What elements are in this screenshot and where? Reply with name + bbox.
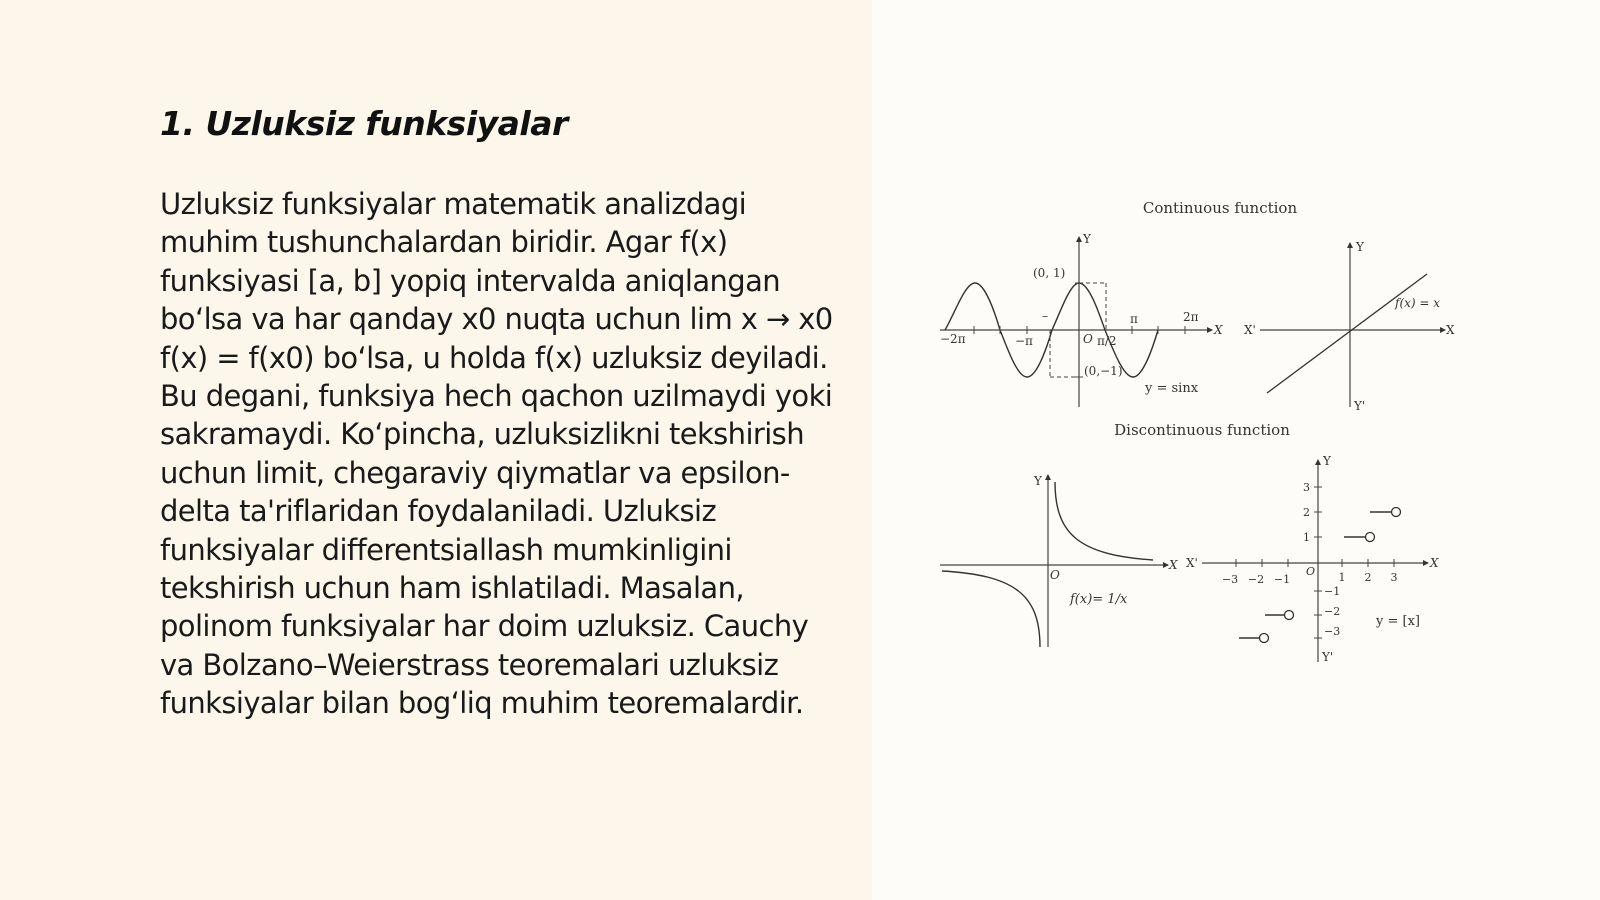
sine-caption: y = sinx: [1145, 381, 1199, 396]
floor-open-dot-m2: [1285, 611, 1294, 620]
function-graphs-svg: [940, 195, 1460, 675]
reciprocal-curve-negative: [942, 571, 1040, 647]
floor-x-tick-label: −3: [1221, 573, 1239, 586]
floor-x-tick-label: −2: [1247, 573, 1265, 586]
floor-axis-yp-label: Y': [1322, 650, 1334, 664]
floor-open-dot-1: [1366, 533, 1375, 542]
tick-mpi: −π: [1015, 334, 1033, 348]
sine-axis-x-label: X: [1214, 323, 1223, 337]
function-graphs-figure: [940, 195, 1460, 675]
continuous-title: Continuous function: [1142, 199, 1298, 217]
sine-axis-y-label: Y: [1083, 232, 1091, 246]
reciprocal-graph: [940, 474, 1178, 647]
slide-body-text: Uzluksiz funksiyalar matematik analizdagi muhim tushunchalardan biridir. Agar f(x) funksiyasi [a, b] yopiq intervalda aniqlangan bo‘lsa va har qanday x0 nuqta uchun lim x → x0 f(x) = f(x0) bo‘lsa, u holda f(x) uzluksiz deyiladi. Bu degani, funksiya hech qachon uzilmaydi yoki sakramaydi. Ko‘pincha, uzluksizlikni tekshirish uchun limit, chegaraviy qiymatlar va epsilon-delta ta'riflaridan foydalaniladi. Uzluksiz funksiyalar differentsiallash mumkinligini tekshirish uchun ham ishlatiladi. Masalan, polinom funksiyalar har doim uzluksiz. Cauchy va Bolzano–Weierstrass teoremalari uzluksiz funksiyalar bilan bog‘liq muhim teoremalardir.: [160, 187, 833, 721]
tick-2pi: 2π: [1183, 310, 1199, 324]
slide-title: 1. Uzluksiz funksiyalar: [160, 104, 568, 143]
reciprocal-curve-positive: [1055, 482, 1153, 560]
floor-y-tick-label: 3: [1303, 481, 1310, 494]
floor-y-tick-label: −2: [1324, 605, 1341, 618]
floor-caption: y = [x]: [1376, 614, 1420, 629]
linear-graph: [1244, 240, 1455, 413]
discontinuous-title: Discontinuous function: [1114, 421, 1290, 439]
floor-open-dot-2: [1392, 508, 1401, 517]
reciprocal-axis-x-label: X: [1169, 558, 1178, 572]
floor-x-tick-label: 1: [1338, 571, 1346, 584]
linear-axis-y-label: Y: [1356, 240, 1364, 254]
tick-minus: –: [1042, 309, 1048, 323]
sine-point-0-1: (0, 1): [1033, 266, 1066, 280]
floor-origin-label: O: [1306, 565, 1316, 578]
floor-x-tick-label: −1: [1273, 573, 1291, 586]
floor-y-tick-label: 1: [1303, 531, 1310, 544]
reciprocal-caption: f(x)= 1/x: [1070, 592, 1128, 607]
reciprocal-origin-label: O: [1050, 568, 1060, 582]
linear-axis-xp-label: X': [1244, 323, 1256, 337]
linear-axis-x-label: X: [1446, 323, 1455, 337]
reciprocal-axis-y-label: Y: [1034, 474, 1042, 488]
floor-axis-y-label: Y: [1323, 454, 1331, 468]
sine-graph: [940, 232, 1223, 407]
floor-graph: [1186, 454, 1439, 664]
tick-m2pi: −2π: [940, 332, 966, 346]
floor-axis-xp-label: X': [1186, 556, 1198, 570]
floor-y-tick-label: 2: [1303, 506, 1310, 519]
linear-line: [1267, 274, 1427, 393]
floor-open-dot-m3: [1260, 634, 1269, 643]
linear-axis-yp-label: Y': [1354, 399, 1366, 413]
sine-origin-label: O: [1083, 332, 1093, 346]
tick-pi: π: [1130, 312, 1138, 326]
floor-y-tick-label: −3: [1324, 625, 1341, 638]
floor-x-tick-label: 3: [1390, 571, 1398, 584]
sine-point-0-m1: (0,−1): [1084, 364, 1123, 378]
tick-pi-over-2: π/2: [1097, 334, 1117, 348]
floor-axis-x-label: X: [1430, 556, 1439, 570]
linear-caption: f(x) = x: [1395, 296, 1441, 310]
floor-x-tick-label: 2: [1364, 571, 1372, 584]
floor-y-tick-label: −1: [1324, 585, 1341, 598]
